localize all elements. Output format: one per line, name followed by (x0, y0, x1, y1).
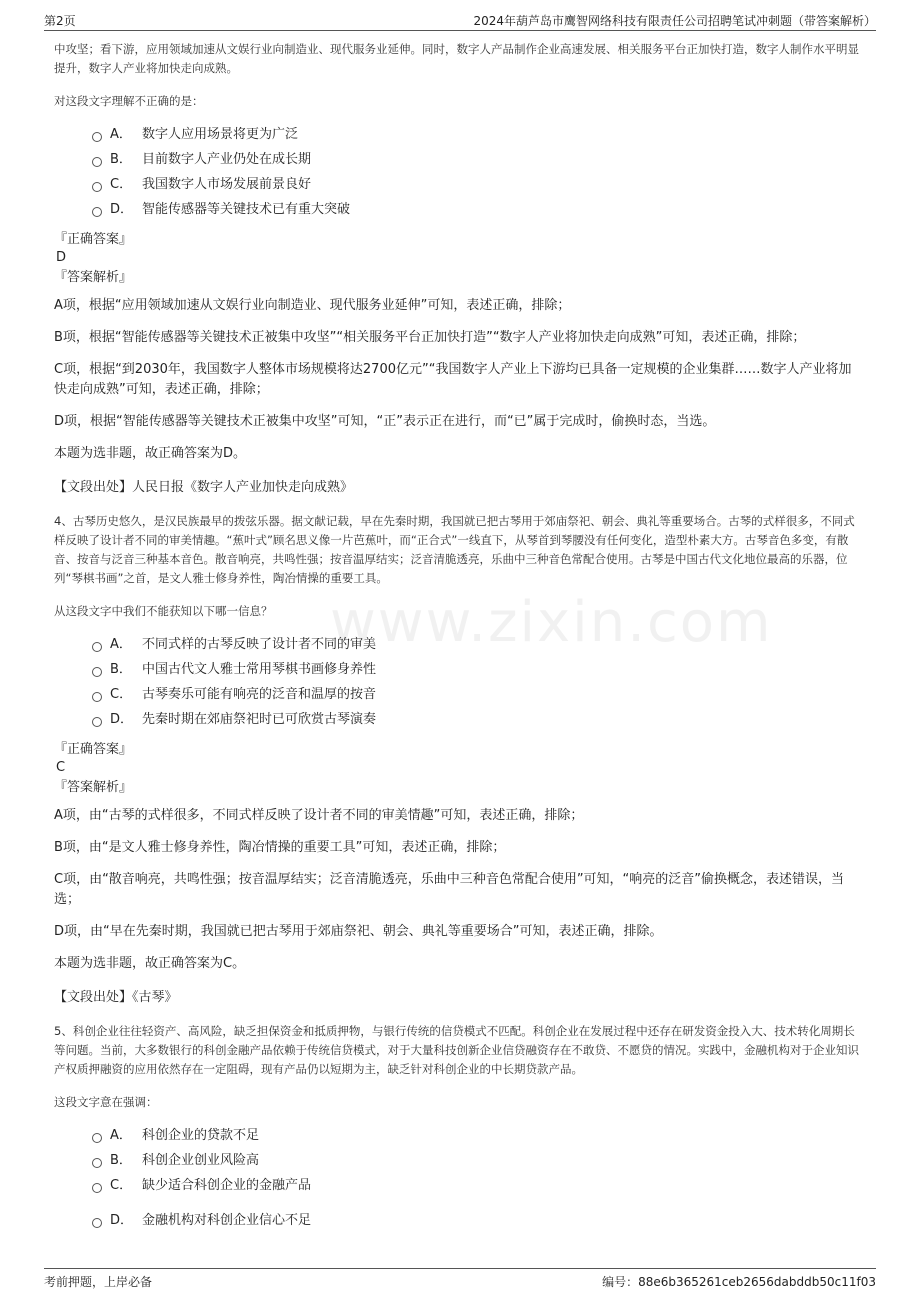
page-content (54, 40, 860, 1241)
radio-icon[interactable] (92, 1133, 102, 1143)
q4-option-c[interactable]: C． 古琴奏乐可能有响亮的泛音和温厚的按音 (92, 682, 860, 707)
radio-icon[interactable] (92, 157, 102, 167)
q3-explanation-b: B项，根据“智能传感器等关键技术正被集中攻坚”“相关服务平台正加快打造”“数字人产业将加快走向成熟”可知，表述正确，排除； (54, 330, 806, 345)
option-spacer (92, 1198, 860, 1208)
radio-icon[interactable] (92, 132, 102, 142)
q3-question: 对这段文字理解不正确的是： (54, 94, 204, 108)
q3-options (92, 122, 860, 222)
q5-options (92, 1123, 860, 1233)
page-footer (44, 1268, 876, 1289)
q4-question: 从这段文字中我们不能获知以下哪一信息？ (54, 604, 273, 618)
q3-source: 【文段出处】人民日报《数字人产业加快走向成熟》 (54, 480, 354, 495)
q5-option-a[interactable]: A． 科创企业的贷款不足 (92, 1123, 860, 1148)
q3-explanation-c: C项，根据“到2030年，我国数字人整体市场规模将达2700亿元”“我国数字人产业上下游均已具备一定规模的企业集群……数字人产业将加快走向成熟”可知，表述正确，排除； (54, 362, 852, 397)
radio-icon[interactable] (92, 207, 102, 217)
radio-icon[interactable] (92, 1158, 102, 1168)
q3-answer-label: 『正确答案』 (54, 232, 133, 247)
document-id: 编号：88e6b365261ceb2656dabddb50c11f03 (602, 1275, 876, 1289)
page-number: 第2页 (44, 14, 76, 28)
q4-option-b[interactable]: B． 中国古代文人雅士常用琴棋书画修身养性 (92, 657, 860, 682)
q5-question: 这段文字意在强调： (54, 1095, 158, 1109)
q4-answer-label: 『正确答案』 (54, 742, 133, 757)
q3-option-d[interactable]: D． 智能传感器等关键技术已有重大突破 (92, 197, 860, 222)
q4-answer: C (56, 760, 66, 775)
radio-icon[interactable] (92, 692, 102, 702)
radio-icon[interactable] (92, 1218, 102, 1228)
radio-icon[interactable] (92, 667, 102, 677)
q5-option-b[interactable]: B． 科创企业创业风险高 (92, 1148, 860, 1173)
q4-option-d[interactable]: D． 先秦时期在郊庙祭祀时已可欣赏古琴演奏 (92, 707, 860, 732)
q5-passage: 5、科创企业往往轻资产、高风险，缺乏担保资金和抵质押物，与银行传统的信贷模式不匹配。科创企业在发展过程中还存在研发资金投入大、技术转化周期长等问题。当前，大多数银行的科创金融产品依赖于传统信贷模式，对于大量科技创新企业信贷融资存在不敢贷、不愿贷的情况。实践中，金融机构对于企业知识产权质押融资的应用依然存在一定阻碍，现有产品仍以短期为主，缺乏针对科创企业的中长期贷款产品。 (54, 1024, 859, 1076)
footer-slogan: 考前押题，上岸必备 (44, 1275, 153, 1289)
q4-option-a[interactable]: A． 不同式样的古琴反映了设计者不同的审美 (92, 632, 860, 657)
radio-icon[interactable] (92, 717, 102, 727)
q4-analysis-label: 『答案解析』 (54, 780, 133, 795)
q3-explanation-a: A项，根据“应用领域加速从文娱行业向制造业、现代服务业延伸”可知，表述正确，排除； (54, 298, 571, 313)
q4-explanation-b: B项，由“是文人雅士修身养性，陶冶情操的重要工具”可知，表述正确，排除； (54, 840, 506, 855)
q4-explanation-a: A项，由“古琴的式样很多，不同式样反映了设计者不同的审美情趣”可知，表述正确，排除； (54, 808, 584, 823)
q3-explanation-d: D项，根据“智能传感器等关键技术正被集中攻坚”可知，“正”表示正在进行，而“已”属于完成时，偷换时态，当选。 (54, 414, 716, 429)
q3-analysis-label: 『答案解析』 (54, 270, 133, 285)
page-header (44, 10, 876, 31)
document-title: 2024年葫芦岛市鹰智网络科技有限责任公司招聘笔试冲刺题（带答案解析） (473, 14, 876, 28)
q3-passage-tail: 中攻坚；看下游，应用领域加速从文娱行业向制造业、现代服务业延伸。同时，数字人产品制作企业高速发展、相关服务平台正加快打造，数字人制作水平明显提升，数字人产业将加快走向成熟。 (54, 42, 859, 75)
q4-explanation-d: D项，由“早在先秦时期，我国就已把古琴用于郊庙祭祀、朝会、典礼等重要场合”可知，表述正确，排除。 (54, 924, 663, 939)
q5-option-d[interactable]: D． 金融机构对科创企业信心不足 (92, 1208, 860, 1233)
q4-explanation-c: C项，由“散音响亮，共鸣性强；按音温厚结实；泛音清脆透亮，乐曲中三种音色常配合使用”可知，“响亮的泛音”偷换概念，表述错误，当选； (54, 872, 845, 907)
q3-conclusion: 本题为选非题，故正确答案为D。 (54, 446, 247, 461)
q4-passage: 4、古琴历史悠久，是汉民族最早的拨弦乐器。据文献记载，早在先秦时期，我国就已把古琴用于郊庙祭祀、朝会、典礼等重要场合。古琴的式样很多，不同式样反映了设计者不同的审美情趣。“蕉叶式”顾名思义像一片芭蕉叶，而“正合式”一线直下，从琴首到琴腰没有任何变化，造型朴素大方。古琴音色多变，有散音、按音与泛音三种基本音色。散音响亮，共鸣性强；按音温厚结实；泛音清脆透亮，乐曲中三种音色常配合使用。古琴是中国古代文化地位最高的乐器，位列“琴棋书画”之首，是文人雅士修身养性，陶冶情操的重要工具。 (54, 514, 855, 585)
q3-option-c[interactable]: C． 我国数字人市场发展前景良好 (92, 172, 860, 197)
q4-options (92, 632, 860, 732)
q4-conclusion: 本题为选非题，故正确答案为C。 (54, 956, 246, 971)
q3-answer: D (56, 250, 67, 265)
watermark: www.zixin.com (330, 590, 773, 655)
q4-source: 【文段出处】《古琴》 (54, 990, 178, 1005)
radio-icon[interactable] (92, 182, 102, 192)
q3-option-a[interactable]: A． 数字人应用场景将更为广泛 (92, 122, 860, 147)
radio-icon[interactable] (92, 642, 102, 652)
radio-icon[interactable] (92, 1183, 102, 1193)
q5-option-c[interactable]: C． 缺少适合科创企业的金融产品 (92, 1173, 860, 1198)
q3-option-b[interactable]: B． 目前数字人产业仍处在成长期 (92, 147, 860, 172)
